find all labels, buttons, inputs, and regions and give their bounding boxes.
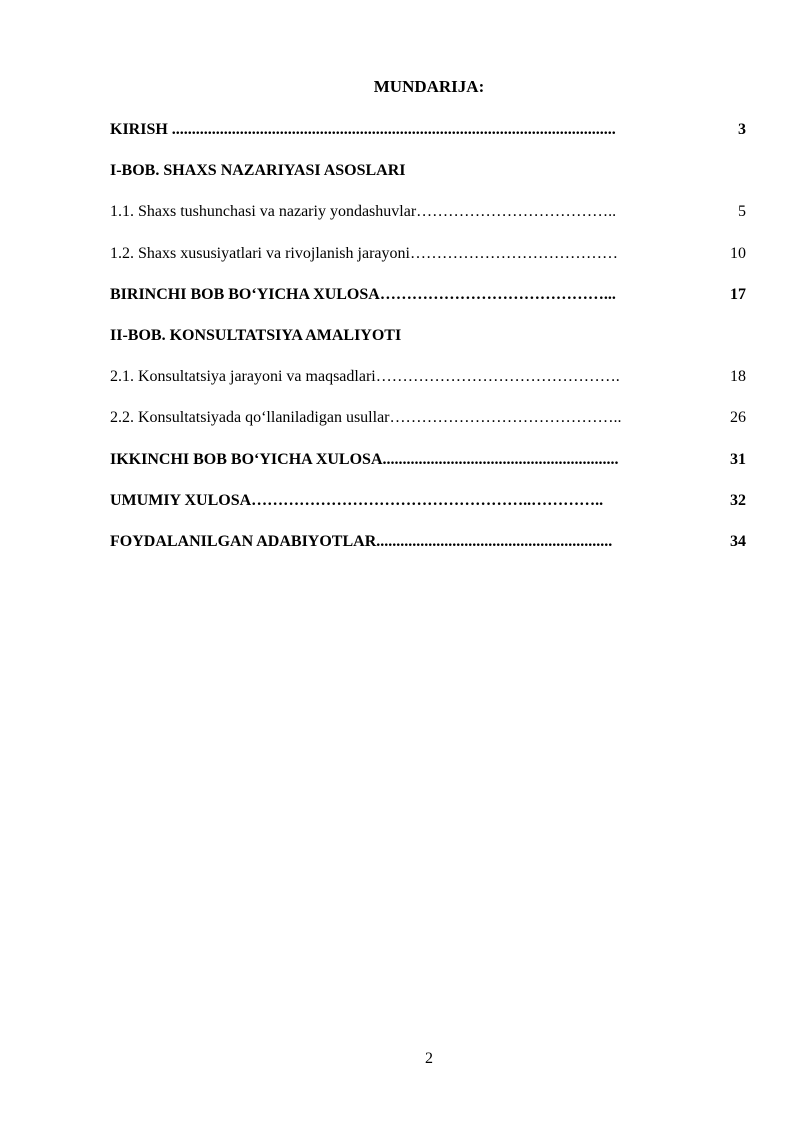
toc-entry-text: 1.2. Shaxs xususiyatlari va rivojlanish jarayoni…………………………………	[110, 244, 618, 262]
toc-entry-text: KIRISH ...............................................................................................................	[110, 121, 616, 138]
toc-entry-general-summary	[110, 490, 746, 531]
toc-entry-references	[110, 531, 746, 572]
toc-entry-chapter-2	[110, 325, 746, 366]
toc-entry-page: 10	[730, 244, 746, 262]
toc-entry-text: BIRINCHI BOB BO‘YICHA XULOSA……………………………………...	[110, 285, 616, 303]
toc-entry-text: FOYDALANILGAN ADABIYOTLAR...........................................................	[110, 532, 613, 550]
toc-entry-text: 2.2. Konsultatsiyada qo‘llaniladigan usullar……………………………………..	[110, 409, 622, 427]
toc-entry-chapter-2-summary	[110, 449, 746, 490]
toc-entry-page: 5	[738, 203, 746, 221]
toc-entry-page: 32	[730, 491, 746, 509]
table-of-contents	[110, 119, 746, 572]
toc-entry-text: UMUMIY XULOSA……………………………………………..…………..	[110, 491, 604, 509]
toc-entry-page: 31	[730, 450, 746, 468]
toc-entry-page: 18	[730, 368, 746, 386]
toc-entry-text: 1.1. Shaxs tushunchasi va nazariy yondashuvlar………………………………..	[110, 203, 617, 221]
page-title: MUNDARIJA:	[373, 77, 485, 96]
toc-entry-page: 26	[730, 409, 746, 427]
toc-entry-text: I-BOB. SHAXS NAZARIYASI ASOSLARI	[110, 162, 406, 180]
toc-entry-chapter-1	[110, 160, 746, 201]
toc-entry-section-1-2	[110, 243, 746, 284]
toc-entry-section-1-1	[110, 201, 746, 242]
toc-entry-text: II-BOB. KONSULTATSIYA AMALIYOTI	[110, 326, 402, 344]
toc-entry-text: IKKINCHI BOB BO‘YICHA XULOSA...........................................................	[110, 450, 619, 468]
toc-entry-chapter-1-summary	[110, 284, 746, 325]
toc-entry-section-2-1	[110, 366, 746, 407]
toc-entry-page: 3	[738, 121, 746, 138]
toc-entry-text: 2.1. Konsultatsiya jarayoni va maqsadlari……………………………………….	[110, 368, 620, 386]
page-number: 2	[425, 1050, 433, 1067]
toc-entry-section-2-2	[110, 407, 746, 448]
toc-entry-page: 34	[730, 532, 746, 550]
toc-entry-kirish	[110, 119, 746, 160]
toc-entry-page: 17	[730, 285, 746, 303]
